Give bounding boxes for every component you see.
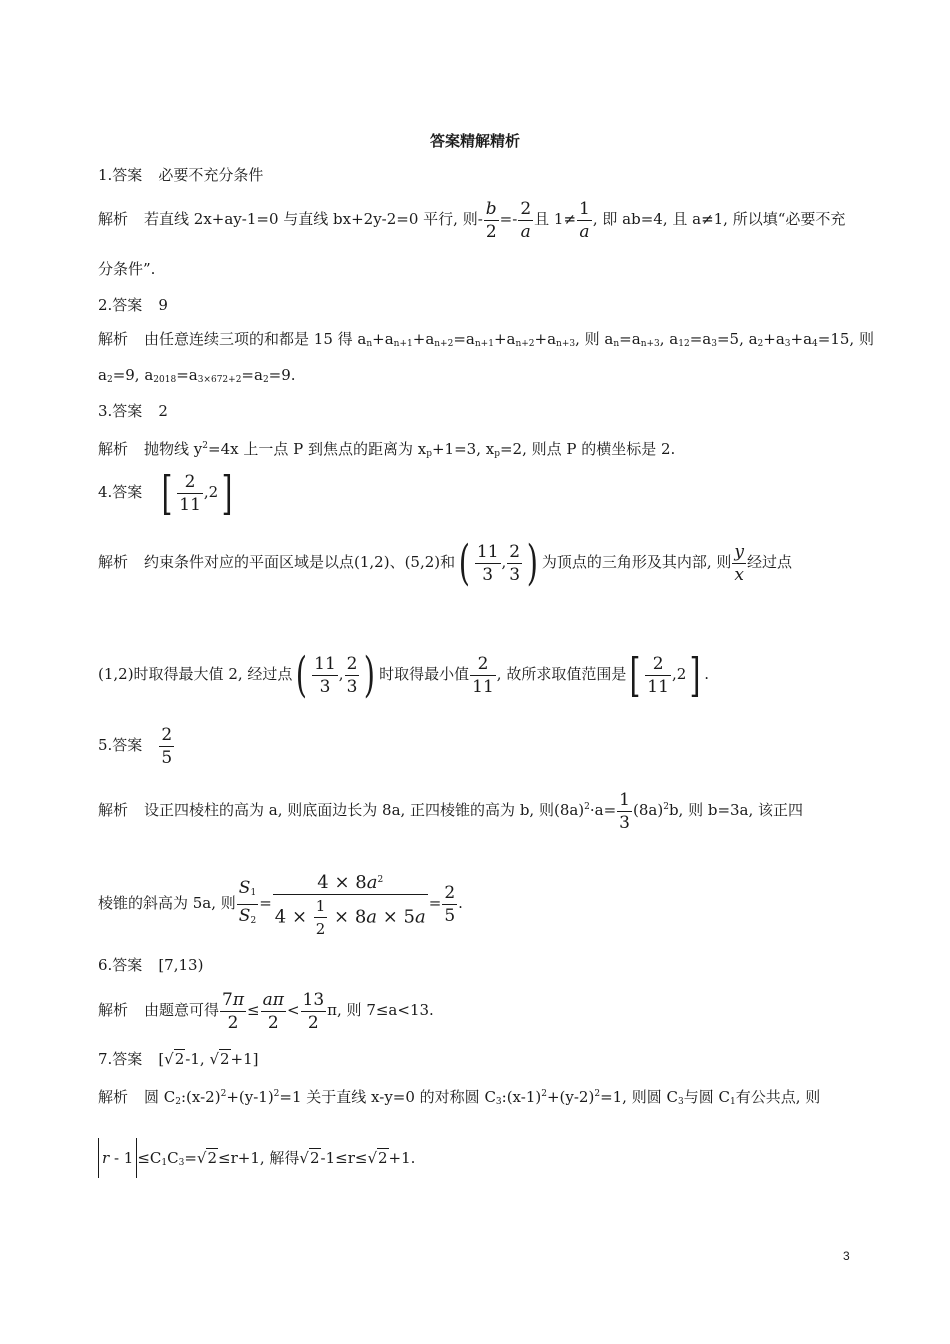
fraction: $\frac{2}{11}$: [179, 471, 201, 515]
analysis-text: b, 则 b=3a, 该正四: [668, 801, 804, 819]
analysis-label: 解析: [98, 1001, 129, 1019]
fraction: $\frac{2}{3}$: [509, 541, 521, 585]
analysis-text: C: [167, 1149, 179, 1167]
answer-line-6: [98, 955, 203, 975]
fraction: $\frac{13}{2}$: [302, 989, 325, 1033]
analysis-line-4: 解析 约束条件对应的平面区域是以点(1,2)、(5,2)和( $\frac{11}{3}$ , $\frac{2}{3}$ ) 为顶点的三角形及其内部, 则 $\frac{y}{x}$ 经过点: [98, 535, 793, 591]
answer-line-4: 4.答案 [ $\frac{2}{11}$ ,2]: [98, 466, 233, 520]
fraction: $\frac{2}{a}$: [520, 198, 532, 242]
fraction: $\frac{11}{3}$: [314, 653, 336, 697]
absolute-value: r - 1: [98, 1138, 137, 1178]
analysis-label: 解析: [98, 801, 129, 819]
analysis-label: 解析: [98, 210, 129, 228]
analysis-label: 解析: [98, 440, 129, 458]
analysis-text: =5, a: [716, 330, 758, 348]
analysis-line-6: 解析 由题意可得 $\frac{7\pi}{2}$ ≤ $\frac{a\pi}{2}$ < $\frac{13}{2}$ π, 则 7≤a<13.: [98, 989, 434, 1033]
answer-line-1: [98, 165, 263, 185]
analysis-text: 抛物线 y: [144, 440, 203, 458]
fraction: $\frac{a\pi}{2}$: [262, 989, 284, 1033]
answer-label: 2.答案: [98, 296, 143, 314]
analysis-text: 经过点: [747, 553, 793, 571]
analysis-text: ≤C: [137, 1149, 162, 1167]
analysis-text: =4x 上一点 P 到焦点的距离为 x: [208, 440, 427, 458]
answer-value: [7,13): [158, 956, 204, 974]
analysis-text: 为顶点的三角形及其内部, 则: [541, 553, 732, 571]
fraction: $\frac{2}{11}$: [647, 653, 669, 697]
fraction: $\frac{11}{3}$: [476, 541, 499, 585]
analysis-text: =15, 则: [817, 330, 874, 348]
analysis-text: 有公共点, 则: [735, 1088, 821, 1106]
answer-value: 2: [158, 402, 168, 420]
analysis-line-1b: [98, 259, 155, 279]
analysis-text: =-: [499, 210, 518, 228]
fraction: $\frac{7\pi}{2}$: [222, 989, 245, 1033]
analysis-line-2: 解析 由任意连续三项的和都是 15 得 $a_n+a_{n+1}+a_{n+2}=a_{n+1}+a_{n+2}+a_{n+3}$, 则 $a_n=a_{n+3}$, $a_{12}=a_3=5$, $a_2+a_3+a_4=15$, 则: [98, 330, 874, 349]
analysis-text: +1.: [388, 1149, 416, 1167]
answer-value: 9: [158, 296, 168, 314]
analysis-text: =2, 则点 P 的横坐标是 2.: [499, 440, 676, 458]
analysis-text: 时取得最小值: [379, 665, 470, 683]
analysis-text: =1 关于直线 x-y=0 的对称圆 C: [279, 1088, 496, 1106]
analysis-text: ·a=: [589, 801, 617, 819]
answer-label: 7.答案: [98, 1050, 143, 1068]
answer-label: 6.答案: [98, 956, 143, 974]
analysis-text: 由任意连续三项的和都是 15 得 a: [144, 330, 367, 348]
analysis-line-3: 解析 抛物线 $y^2=4x$ 上一点 P 到焦点的距离为 $x_p+1=3$, $x_p=2$, 则点 P 的横坐标是 2.: [98, 440, 676, 459]
analysis-text: 与圆 C: [683, 1088, 730, 1106]
answer-label: 3.答案: [98, 402, 143, 420]
answer-label: 4.答案: [98, 483, 143, 501]
answer-label: 1.答案: [98, 166, 143, 184]
analysis-text: 约束条件对应的平面区域是以点(1,2)、(5,2)和: [144, 553, 456, 571]
analysis-line-5b: 棱锥的斜高为 5a, 则 $\frac{S_1}{S_2}$ = $4 \times 8a^2$ 4 × $\frac{1}{2}$ × 8a × 5a = $\frac{2}{5}$ .: [98, 866, 463, 940]
answer-line-7: 7.答案 [√2-1, √2+1]: [98, 1050, 259, 1068]
analysis-label: 解析: [98, 553, 129, 571]
analysis-text: 且 1≠: [534, 210, 577, 228]
answer-line-3: [98, 401, 168, 421]
analysis-text: 若直线 2x+ay-1=0 与直线 bx+2y-2=0 平行, 则-: [144, 210, 483, 228]
fraction: $\frac{b}{2}$: [485, 198, 497, 242]
analysis-text: :(x-1): [501, 1088, 542, 1106]
analysis-text: 棱锥的斜高为 5a, 则: [98, 894, 236, 912]
analysis-text: =1, 则圆 C: [600, 1088, 678, 1106]
fraction: $\frac{2}{5}$: [161, 724, 173, 768]
page-number: 3: [843, 1249, 850, 1263]
answer-line-2: [98, 295, 168, 315]
analysis-line-5: 解析 设正四棱柱的高为 a, 则底面边长为 8a, 正四棱锥的高为 b, 则$(8a)^2\cdot a=$ $\frac{1}{3}$ $(8a)^2b$, 则 b=3a, 该正四: [98, 789, 804, 833]
fraction: $\frac{2}{11}$: [472, 653, 494, 697]
analysis-text: 圆 C: [144, 1088, 176, 1106]
analysis-text: (1,2)时取得最大值 2, 经过点: [98, 665, 293, 683]
answer-value: 必要不充分条件: [158, 166, 264, 184]
fraction: $\frac{2}{3}$: [346, 653, 358, 697]
analysis-text: , 故所求取值范围是: [496, 665, 627, 683]
fraction: $\frac{S_1}{S_2}$: [238, 877, 257, 926]
fraction: $\frac{y}{x}$: [734, 541, 745, 585]
analysis-text: -1≤r≤: [320, 1149, 368, 1167]
analysis-text: (8a): [633, 801, 664, 819]
analysis-label: 解析: [98, 1088, 129, 1106]
fraction: $4 \times 8a^2$ 4 × $\frac{1}{2}$ × 8a × 5a: [273, 869, 428, 940]
analysis-label: 解析: [98, 330, 129, 348]
analysis-text: π, 则 7≤a<13.: [327, 1001, 434, 1019]
analysis-text: =: [184, 1149, 197, 1167]
analysis-line-7: 解析 圆 $C_2:(x-2)^2+(y-1)^2=1$ 关于直线 x-y=0 的对称圆 $C_3:(x-1)^2+(y-2)^2=1$, 则圆 $C_3$与圆 $C_1$有公共点, 则: [98, 1088, 821, 1107]
analysis-text: 由题意可得: [144, 1001, 220, 1019]
analysis-line-4b: (1,2)时取得最大值 2, 经过点( $\frac{11}{3}$ , $\frac{2}{3}$ ) 时取得最小值 $\frac{2}{11}$ , 故所求取值范围是[ $\frac{2}{11}$ ,2] .: [98, 647, 709, 703]
analysis-text: =a: [619, 330, 641, 348]
analysis-text: ≤r+1, 解得: [218, 1149, 300, 1167]
answer-label: 5.答案: [98, 736, 143, 754]
analysis-text: 设正四棱柱的高为 a, 则底面边长为 8a, 正四棱锥的高为 b, 则(8a): [144, 801, 585, 819]
analysis-line-1: [98, 196, 845, 242]
fraction: $\frac{2}{5}$: [444, 882, 456, 926]
analysis-text: 分条件”.: [98, 260, 156, 278]
analysis-text: +(y-2): [546, 1088, 595, 1106]
analysis-text: +1=3, x: [431, 440, 495, 458]
fraction: $\frac{1}{a}$: [579, 198, 590, 242]
analysis-line-2b: $a_2=9$, $a_{2018}=a_{3\times 672+2}=a_2=9$.: [98, 366, 296, 385]
answer-line-5: [98, 720, 175, 770]
fraction: $\frac{1}{3}$: [619, 789, 630, 833]
analysis-text: =9, a: [112, 366, 154, 384]
analysis-text: , a: [659, 330, 679, 348]
analysis-text: +(y-1): [226, 1088, 274, 1106]
page-title: 答案精解精析: [429, 132, 520, 150]
analysis-text: :(x-2): [181, 1088, 221, 1106]
analysis-text: , 即 ab=4, 且 a≠1, 所以填“必要不充: [592, 210, 846, 228]
analysis-line-7b: $r - 1 \le C_1C_3=√2\le r+1$, 解得√2-1≤r≤√2+1.: [98, 1138, 415, 1174]
